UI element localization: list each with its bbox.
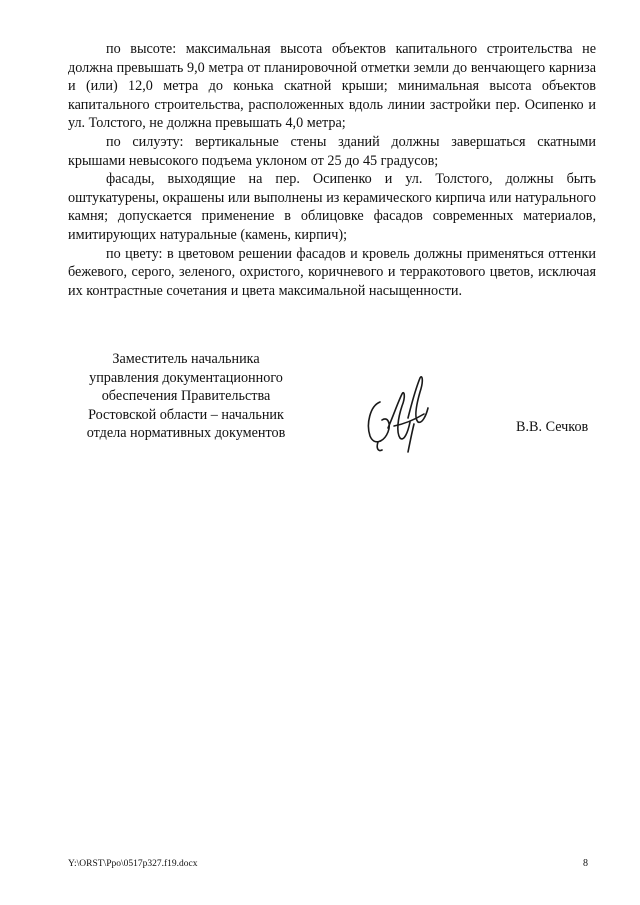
document-body — [68, 40, 596, 300]
paragraph-silhouette-rules: по силуэту: вертикальные стены зданий должны завершаться скатными крышами невысокого подъема уклоном от 25 до 45 градусов; — [68, 133, 596, 169]
signatory-title-line: отдела нормативных документов — [86, 425, 286, 441]
signatory-name: В.В. Сечков — [516, 419, 589, 435]
footer-file-path: Y:\ORST\Ppo\0517p327.f19.docx — [68, 859, 198, 869]
signatory-title-line: Ростовской области – начальник — [88, 406, 284, 423]
paragraph-height-rules: по высоте: максимальная высота объектов капитального строительства не должна превышать 9,0 метра от планировочной отметки земли до венчающего карниза и (или) 12,0 метра до конька скатной крыши; минимальная высота объектов капитального строительства, расположенных вдоль линии застройки пер. Осипенко и ул. Толстого, не должна превышать 4,0 метра; — [68, 41, 596, 132]
paragraph-color-rules: по цвету: в цветовом решении фасадов и кровель должны применяться оттенки бежевого, серого, зеленого, охристого, коричневого и терракотового цветов, исключая их контрастные сочетания и цвета максимальной насыщенности. — [68, 245, 596, 299]
signatory-title-line: обеспечения Правительства — [101, 388, 271, 404]
signatory-title — [70, 350, 302, 443]
paragraph-facade-rules: фасады, выходящие на пер. Осипенко и ул. Толстого, должны быть оштукатурены, окрашены или выполнены из керамического кирпича или натурального камня; допускается применение в облицовке фасадов современных материалов, имитирующих натуральные (камень, кирпич); — [68, 171, 596, 243]
signatory-title-line: управления документационного — [89, 369, 283, 386]
signatory-title-line: Заместитель начальника — [112, 351, 260, 367]
handwritten-signature — [358, 372, 438, 456]
page-number: 8 — [583, 858, 588, 869]
